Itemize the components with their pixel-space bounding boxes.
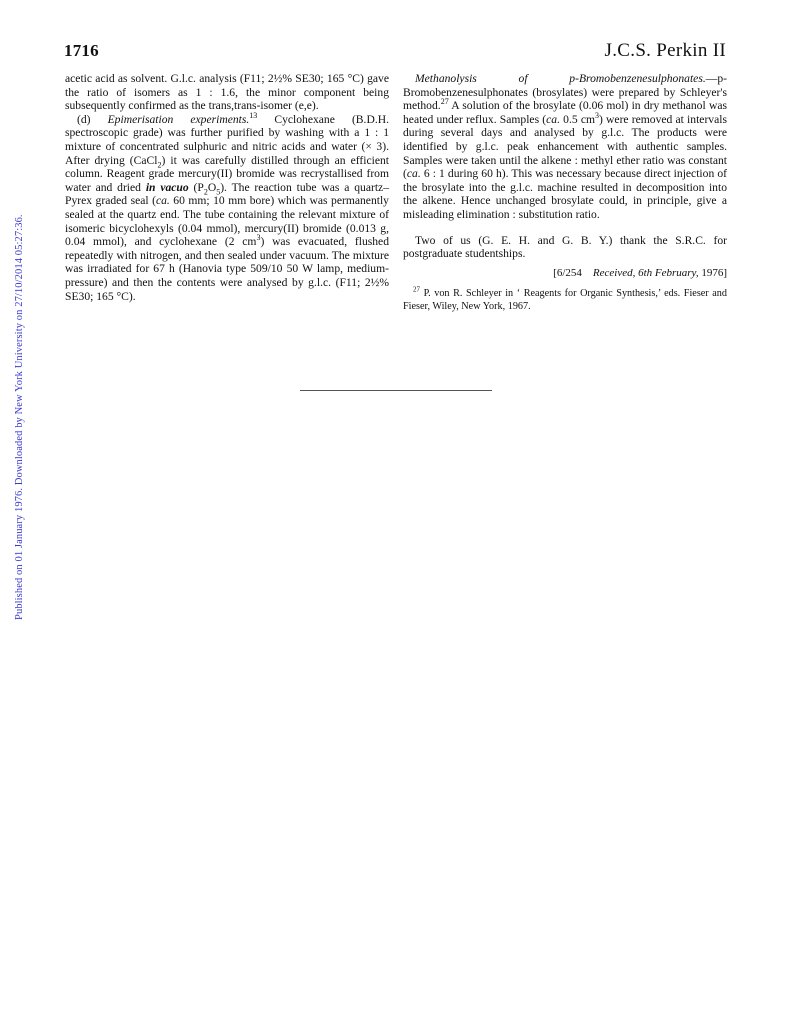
journal-title: J.C.S. Perkin II [604, 40, 726, 61]
spacer [403, 222, 727, 234]
received-line [403, 267, 727, 281]
right-column [403, 72, 727, 313]
text-run: ) was evacuated, flushed repeatedly with nitrogen, and then sealed under vacuum. The mixture was irradiated for 67 h (Hanovia type 509/10 50 W lamp, medium-pressure) and then the contents were analysed by g.l.c. (F11; 2½% SE30; 165 °C). [65, 235, 389, 303]
end-rule [300, 390, 492, 391]
text-run: ) it was carefully distilled through an efficient column. Reagent grade mercury(II) bromide was recrystallised from water and dried [65, 153, 389, 194]
text-run: 0.5 cm [559, 112, 595, 126]
superscript: 3 [595, 110, 599, 120]
page-number: 1716 [64, 41, 99, 60]
text-run: O [207, 180, 217, 194]
section-heading: Epimerisation experiments. [107, 112, 250, 126]
left-column [65, 72, 389, 303]
emphasis: ca. [155, 194, 170, 208]
text-run: 6 : 1 during 60 h). This was necessary because direct injection of the brosylate into the g.l.c. machine resulted in decomposition into the alkene. Hence unchanged brosylate could, in principle, give a misleading elimination : substitution ratio. [403, 167, 727, 221]
emphasis: ca. [406, 167, 421, 181]
footnote-27 [403, 285, 727, 313]
reference-marker: 13 [249, 110, 258, 120]
received-year: 1976] [698, 266, 727, 279]
section-heading: Methanolysis of p-Bromobenzenesulphonates. [415, 72, 706, 85]
subscript: 5 [216, 187, 221, 197]
subscript: 2 [203, 187, 208, 197]
text-run: 60 mm; 10 mm bore) which was permanently sealed at the quartz end. The tube containing the relevant mixture of isomeric bicyclohexyls (0.04 mmol), mercury(II) bromide (0.013 g, 0.04 mmol), and cyclohexane (2 cm [65, 194, 389, 249]
paragraph-glc-analysis: acetic acid as solvent. G.l.c. analysis (F11; 2½% SE30; 165 °C) gave the ratio of isomers as 1 : 1.6, the minor component being subsequently confirmed as the trans,trans-isomer (e,e). [65, 72, 389, 113]
text-run: ). The reaction tube was a quartz–Pyrex graded seal ( [65, 180, 389, 208]
text-run: ) were removed at intervals during several days and analysed by g.l.c. The products were identified by g.l.c. peak enhancement with authentic samples. Samples were taken until the alkene : methyl ether ratio was constant ( [403, 112, 727, 181]
subscript: 2 [157, 159, 162, 169]
text-run: A solution of the brosylate (0.06 mol) in dry methanol was heated under reflux. Samples ( [403, 99, 727, 126]
acknowledgement: Two of us (G. E. H. and G. B. Y.) thank the S.R.C. for postgraduate studentships. [403, 233, 727, 261]
text-run: Cyclohexane (B.D.H. spectroscopic grade) was further purified by washing with a 1 : 1 mixture of concentrated sulphuric and nitric acids and water (× 3). After drying (CaCl [65, 112, 389, 167]
download-notice-link[interactable]: Published on 01 January 1976. Downloaded by New York University on 27/10/2014 05:27:36. [14, 214, 25, 620]
section-label: (d) [77, 112, 108, 126]
text-run: —p-Bromobenzenesulphonates (brosylates) were prepared by Schleyer's method. [403, 72, 727, 113]
paragraph-epimerisation [65, 110, 389, 303]
emphasis: in vacuo [145, 180, 189, 194]
manuscript-code: [6/254 [553, 266, 582, 279]
superscript: 3 [256, 233, 261, 243]
text-run: (P [188, 180, 204, 194]
footnote-number: 27 [413, 285, 420, 294]
footnote-text: P. von R. Schleyer in ‘ Reagents for Organic Synthesis,’ eds. Fieser and Fieser, Wiley, New York, 1967. [403, 288, 727, 312]
paragraph-methanolysis [403, 72, 727, 222]
reference-marker: 27 [440, 97, 449, 107]
emphasis: ca. [546, 112, 560, 126]
received-date: Received, 6th February, [592, 266, 699, 279]
